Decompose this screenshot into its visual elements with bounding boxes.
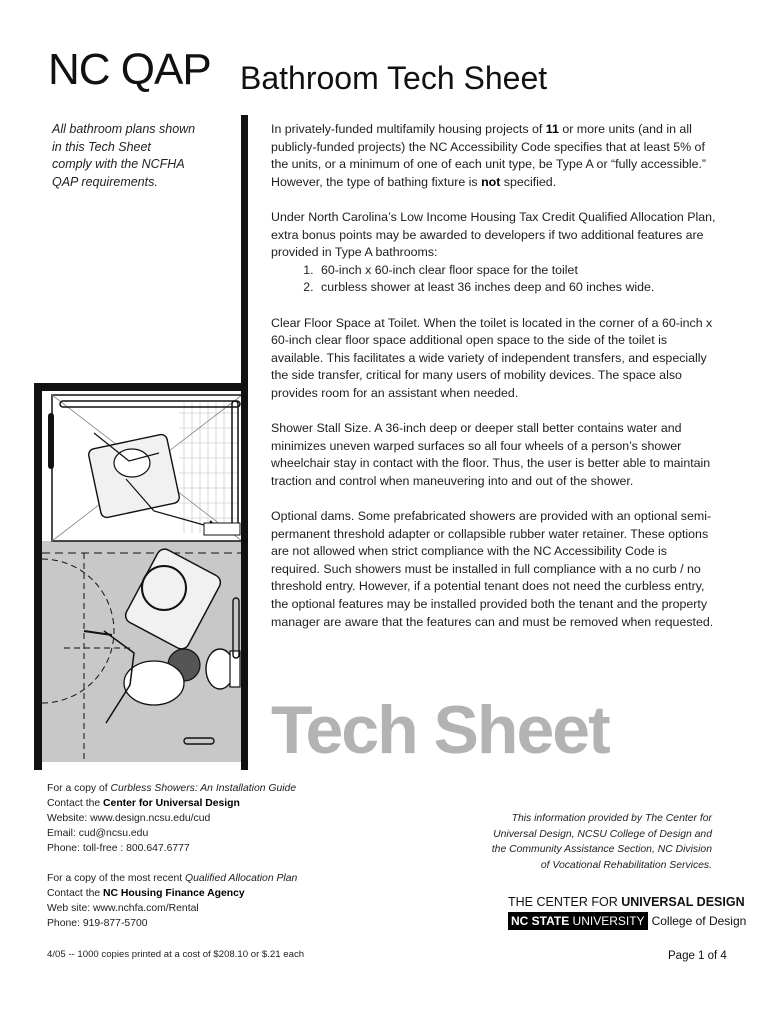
body-text — [271, 121, 717, 649]
phone-number: Phone: 919-877-5700 — [47, 918, 148, 929]
paragraph-accessibility-code: In privately-funded multifamily housing projects of 11 or more units (and in all publicly-funded projects) the NC Accessibility Code specifies that at least 5% of the units, or a minimum of one of each unit type, be Type A or “fully accessible.” However, the type of bathing fixture is not specified. — [271, 122, 707, 189]
contact-info — [47, 781, 377, 931]
contact-line: Contact the NC Housing Finance Agency — [47, 888, 245, 899]
sidebar-note-line: in this Tech Sheet — [52, 139, 151, 154]
page-title: NC QAP — [48, 45, 211, 94]
phone-number: Phone: toll-free : 800.647.6777 — [47, 843, 190, 854]
page-subtitle: Bathroom Tech Sheet — [240, 60, 548, 96]
college-name: College of Design — [651, 914, 747, 928]
contact-line: For a copy of Curbless Showers: An Installation Guide — [47, 783, 297, 794]
list-item: 1. 60-inch x 60-inch clear floor space for the toilet — [317, 262, 717, 280]
paragraph-shower-stall-size: Shower Stall Size. A 36-inch deep or deeper stall better contains water and minimizes uneven warped surfaces so all four wheels of a person’s shower wheelchair stay in contact with the floor. Thus, the user is better able to maintain traction and control when maneuvering into and out of the shower. — [271, 421, 711, 488]
center-logo-text: THE CENTER FOR UNIVERSAL DESIGN — [508, 895, 745, 909]
website-link[interactable]: Web site: www.nchfa.com/Rental — [47, 903, 199, 914]
credit-line: Universal Design, NCSU College of Design and — [493, 828, 712, 840]
feature-list — [271, 262, 717, 297]
contact-line: Contact the Center for Universal Design — [47, 798, 240, 809]
paragraph-clear-floor-space: Clear Floor Space at Toilet. When the toilet is located in the corner of a 60-inch x 60-inch clear floor space additional open space to the side of the toilet is available. This facilitates a wide variety of independent transfers, and especially the side transfer, critical for many users of mobility devices. The space also provides room for an assistant when needed. — [271, 315, 713, 400]
paragraph-qap: Under North Carolina’s Low Income Housing Tax Credit Qualified Allocation Plan, extra bonus points may be awarded to developers if two additional features are provided in Type A bathrooms: — [271, 209, 716, 260]
paragraph-optional-dams: Optional dams. Some prefabricated showers are provided with an optional semi-permanent threshold adapter or collapsible rubber water retainer. These options are not allowed when strict compliance with the NC Accessibility Code is required. Such showers must be installed in full compliance with a no curb / no threshold entry. However, if a potential tenant does not need the curbless entry, the optional features may be installed provided both the tenant and the property manager are aware that the features can and must be removed when requested. — [271, 509, 714, 629]
page-number: Page 1 of 4 — [668, 950, 727, 962]
sidebar-note-line: comply with the NCFHA — [52, 157, 185, 171]
print-cost-note: 4/05 -- 1000 copies printed at a cost of $208.10 or $.21 each — [47, 949, 305, 960]
list-item: 2. curbless shower at least 36 inches deep and 60 inches wide. — [317, 279, 717, 297]
credit-line: This information provided by The Center for — [511, 813, 712, 824]
tech-sheet-wordmark: Tech Sheet — [271, 692, 609, 768]
credit-line: the Community Assistance Section, NC Division — [491, 844, 712, 855]
nc-state-badge: NC STATE UNIVERSITY — [508, 912, 648, 930]
email-link[interactable]: Email: cud@ncsu.edu — [47, 828, 149, 839]
sidebar-note — [52, 121, 232, 191]
contact-line: For a copy of the most recent Qualified Allocation Plan — [47, 873, 298, 884]
website-link[interactable]: Website: www.design.ncsu.edu/cud — [47, 813, 211, 824]
credit-line: of Vocational Rehabilitation Services. — [540, 859, 712, 871]
sidebar-note-line: QAP requirements. — [52, 174, 158, 189]
sidebar-note-line: All bathroom plans shown — [52, 122, 196, 136]
bathroom-floor-plan-illustration — [34, 383, 248, 770]
credit-note — [450, 811, 712, 873]
ncsu-logo — [508, 912, 746, 930]
